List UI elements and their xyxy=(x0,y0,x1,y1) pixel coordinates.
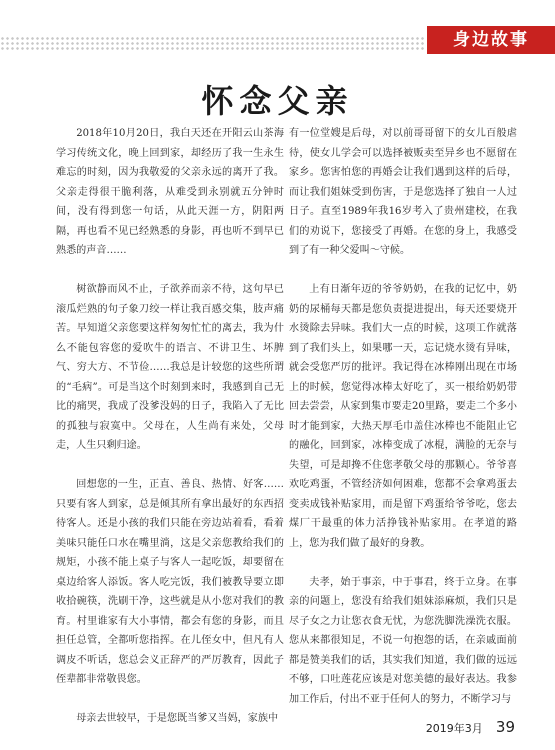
paragraph: 上有日渐年迈的爷爷奶奶，在我的记忆中，奶奶的尿桶每天都是您负责提进提出，每天还要烧开水烫除去异味。我们大一点的时候，这项工作就落到了我们头上，如果哪一天，忘记烧水烫有异味，就会受您严厉的批评。我记得在冰棒刚出现在市场上的时候，您觉得冰棒太好吃了，买一根给奶奶带回去尝尝，从家到集市要走20里路，要走二个多小时才能到家，大热天厚毛巾盖住冰棒也不能阻止它的融化，回到家，冰棒变成了冰棍，满脸的无奈与失望，可是却搀不住您孝敬父母的那颗心。爷爷喜欢吃鸡蛋，不管经济如何困难，您都不会拿鸡蛋去变卖成钱补贴家用，而是留下鸡蛋给爷爷吃，您去煤厂干最重的体力活挣钱补贴家用。在孝道的路上，您为我们做了最好的身教。 xyxy=(289,284,517,549)
issue-date: 2019年3月 xyxy=(425,722,483,735)
header-dot-bar xyxy=(0,36,425,50)
paragraph: 夫孝，始于事亲，中于事君，终于立身。在事亲的问题上，您没有给我们姐妹添麻烦，我们只是尽子女之力让您衣食无忧，为您洗脚洗澡洗衣服。您从来都很知足，不说一句抱怨的话，在亲戚面前都是赞美我们的话，其实我们知道，我们做的远远不够，口吐莲花应该是对您美德的最好表达。我参加工作后，付出不亚于任何人的努力，不断学习与 xyxy=(289,576,517,705)
paragraph: 母亲去世较早，于是您既当爹又当妈，家族中 xyxy=(76,713,279,724)
paragraph: 回想您的一生，正直、善良、热情、好客……只要有客人到家，总是倾其所有拿出最好的东西招待客人。还是小孩的我们只能在旁边站着看，看着美味只能任口水在嘴里淌，这是父亲您教给我们的规矩，小孩不能上桌子与客人一起吃饭，却要留在桌边给客人添饭。客人吃完饭，我们被教导要立即收拾碗筷，洗刷干净，这些就是从小您对我们的教育。村里谁家有大小事情，都会有您的身影，而且担任总管，全都听您指挥。在儿侄女中，但凡有人调皮不听话，您总会义正辞严的严厉教育，因此子侄辈都非常敬畏您。 xyxy=(56,479,284,685)
paragraph: 树欲静而风不止，子欲养而亲不待，这句早已滚瓜烂熟的句子象刀绞一样让我百感交集，肢声痛苦。早知道父亲您要这样匆匆忙忙的离去，我为什么不能包容您的爱吹牛的语言、不讲卫生、坏脾气、穷大方、不节俭……我总是计较您的这些所谓的“毛病”。可是当这个时刻到来时，我感到自己无比的痛哭，我成了没爹没妈的日子，我陷入了无比的孤独与寂寞中。父母在，人生尚有来处，父母走，人生只剩归途。 xyxy=(56,284,284,451)
section-label: 身边故事 xyxy=(427,26,555,54)
page-footer xyxy=(426,717,515,736)
paragraph: 有一位堂嫂是后母，对以前哥哥留下的女儿百般虐待，使女儿学会可以选择被贩卖至异乡也不愿留在家乡。您害怕您的再婚会让我们遇到这样的后母，而让我们姐妹受到伤害，于是您选择了独自一人过日子。直至1989年我16岁考入了贵州建校，在我们的劝说下，您接受了再婚。在您的身上，我感受到了有一种父爱叫～守候。 xyxy=(289,128,517,256)
paragraph: 2018年10月20日，我白天还在开阳云山茶海学习传统文化，晚上回到家，却经历了我一生永生难忘的时刻，因为我敬爱的父亲永远的离开了我。父亲走得很干脆利落，从难受到永别就五分钟时间，没有得到您一句话，从此天涯一方，阴阳两隔，再也看不见已经熟悉的身影，再也听不到早已熟悉的声音…… xyxy=(56,128,284,256)
article-title: 怀念父亲 xyxy=(201,82,354,120)
right-column xyxy=(289,124,517,709)
page-number: 39 xyxy=(495,718,515,736)
left-column xyxy=(56,124,284,729)
